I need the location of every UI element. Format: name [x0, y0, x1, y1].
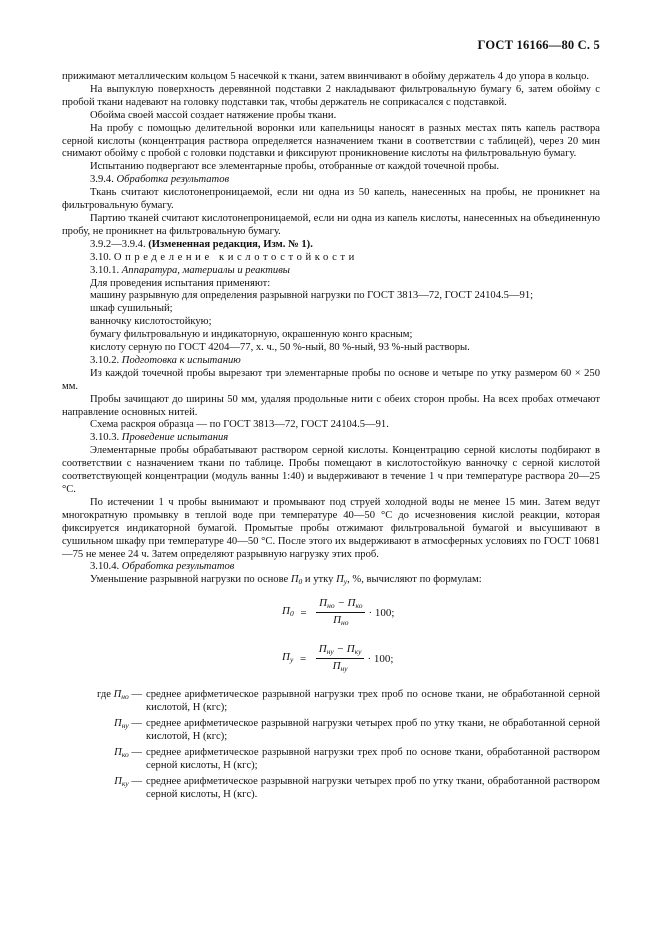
section-heading-3-10-1 — [62, 265, 600, 278]
formula-intro — [62, 574, 600, 589]
definition-row: $П_{ко}$ — среднее арифметическое разрывной нагрузки трех проб по основе ткани, обработанной раствором серной кислоты, Н (кгс); — [114, 746, 600, 771]
section-number: 3.10.4. — [90, 561, 120, 573]
formula-py: $П_у$ = $\frac{П_{ну} - П_{ку}}{П_{ну}}$ · 100; — [282, 643, 394, 674]
paragraph: Схема раскроя образца — по ГОСТ 3813—72, ГОСТ 24104.5—91. — [90, 419, 389, 431]
amendment-text: (Измененная редакция, Изм. № 1). — [148, 238, 313, 250]
section-number: 3.10.2. — [90, 354, 120, 366]
section-heading-3-10 — [62, 252, 600, 265]
paragraph: На пробу с помощью делительной воронки или капельницы наносят в разных местах пять капель раствора серной кислоты (концентрация раствора определяется назначением ткани в соответствии с таблицей), через 20 мин снимают обойму с пробой с головки подставки и фиксируют проникновение кислоты на фильтровальную бумагу. — [62, 122, 600, 160]
section-number: 3.10.1. — [90, 264, 120, 276]
section-title: Подготовка к испытанию — [121, 354, 241, 366]
definition-row: где $П_{но}$ — среднее арифметическое разрывной нагрузки трех проб по основе ткани, не обработанной серной кислотой, Н (кгс); — [97, 689, 600, 714]
section-title: Обработка результатов — [121, 561, 235, 573]
paragraph: Из каждой точечной пробы вырезают три элементарные пробы по основе и четыре по утку размером 60 × 250 мм. — [62, 367, 600, 392]
symbol-py: $П_у$ — [336, 574, 348, 587]
paragraph: По истечении 1 ч пробы вынимают и промывают под струей холодной воды не менее 15 мин. Затем ведут многократную промывку в теплой воде при температуре 40—50 °С до исчезновения кислой реакции, которая фиксируется индикаторной бумагой. Промытые пробы отжимают фильтровальной бумагой и высушивают в сушильном шкафу при температуре 40—50 °С. После этого их выдерживают в атмосферных условиях по ГОСТ 10681—75 не менее 24 ч. Затем определяют разрывную нагрузку этих проб. — [62, 496, 600, 560]
section-heading-3-10-2 — [62, 355, 600, 368]
list-item: ванночку кислотостойкую; — [90, 316, 212, 328]
list-item: кислоту серную по ГОСТ 4204—77, х. ч., 50 %-ный, 80 %-ный, 93 %-ный растворы. — [90, 342, 470, 354]
paragraph: прижимают металлическим кольцом 5 насечкой к ткани, затем ввинчивают в обойму держатель 4 до упора в кольцо. — [62, 71, 590, 82]
definition-row: $П_{ну}$ — среднее арифметическое разрывной нагрузки четырех проб по утку ткани, не обработанной серной кислотой, Н (кгс); — [114, 718, 600, 742]
section-number: 3.9.2—3.9.4. — [90, 238, 146, 250]
section-number: 3.10.3. — [90, 432, 120, 444]
paragraph: Элементарные пробы обрабатывают раствором серной кислоты. Концентрацию серной кислоты подбирают в соответствии с назначением ткани по таблице. Пробы помещают в кислотостойкую ванночку с серной кислотой соответствующей концентрации (модуль ванны 1:40) и выдерживают в течение 1 ч при температуре раствора 20—25 °С. — [62, 445, 600, 495]
paragraph: Пробы зачищают до ширины 50 мм, удаляя продольные нити с обеих сторон пробы. На всех пробах отмечают направление основных нитей. — [62, 393, 600, 418]
paragraph: Ткань считают кислотонепроницаемой, если ни одна из 50 капель, нанесенных на пробы, не проникнет на фильтровальную бумагу. — [62, 187, 600, 212]
paragraph: Партию тканей считают кислотонепроницаемой, если ни одна из капель кислоты, нанесенных на объединенную пробу, не проникнет на фильтровальную бумагу. — [62, 212, 600, 237]
symbol-p0: $П_0$ — [290, 574, 303, 587]
definition-row: $П_{ку}$ — среднее арифметическое разрывной нагрузки четырех проб по утку ткани, обработанной раствором серной кислоты, Н (кгс). — [114, 775, 600, 800]
section-title: Обработка результатов — [116, 174, 230, 186]
paragraph: Обойма своей массой создает натяжение пробы ткани. — [90, 109, 337, 121]
paragraph: Для проведения испытания применяют: — [90, 277, 271, 289]
list-item: бумагу фильтровальную и индикаторную, окрашенную конго красным; — [90, 329, 413, 341]
section-number: 3.10. — [90, 251, 112, 263]
intro-text: Уменьшение разрывной нагрузки по основе — [90, 574, 291, 586]
section-heading-3-10-3 — [62, 432, 600, 445]
list-item: шкаф сушильный; — [90, 303, 173, 315]
paragraph: Испытанию подвергают все элементарные пробы, отобранные от каждой точечной пробы. — [90, 161, 499, 173]
amendment-note — [62, 239, 600, 252]
section-heading-3-10-4 — [62, 561, 600, 574]
section-number: 3.9.4. — [90, 174, 114, 186]
section-title: Проведение испытания — [121, 432, 229, 444]
list-item: машину разрывную для определения разрывной нагрузки по ГОСТ 3813—72, ГОСТ 24104.5—91; — [90, 290, 534, 302]
section-title: Определение кислотостойкости — [113, 251, 358, 263]
page-header: ГОСТ 16166—80 С. 5 — [477, 38, 600, 52]
intro-text: и утку — [302, 574, 337, 586]
paragraph: На выпуклую поверхность деревянной подставки 2 накладывают фильтровальную бумагу 6, затем обойму с пробой ткани надевают на головку подставки так, чтобы держатель не соприкасался с подставкой. — [62, 83, 600, 108]
definitions-list — [62, 689, 600, 801]
intro-text: , %, вычисляют по формулам: — [347, 574, 482, 586]
section-title: Аппаратура, материалы и реактивы — [121, 264, 290, 276]
document-body — [62, 71, 600, 805]
formula-p0: $П_0$ = $\frac{П_{но} - П_{ко}}{П_{но}}$ · 100; — [282, 597, 395, 628]
section-heading-3-9-4 — [62, 174, 600, 187]
